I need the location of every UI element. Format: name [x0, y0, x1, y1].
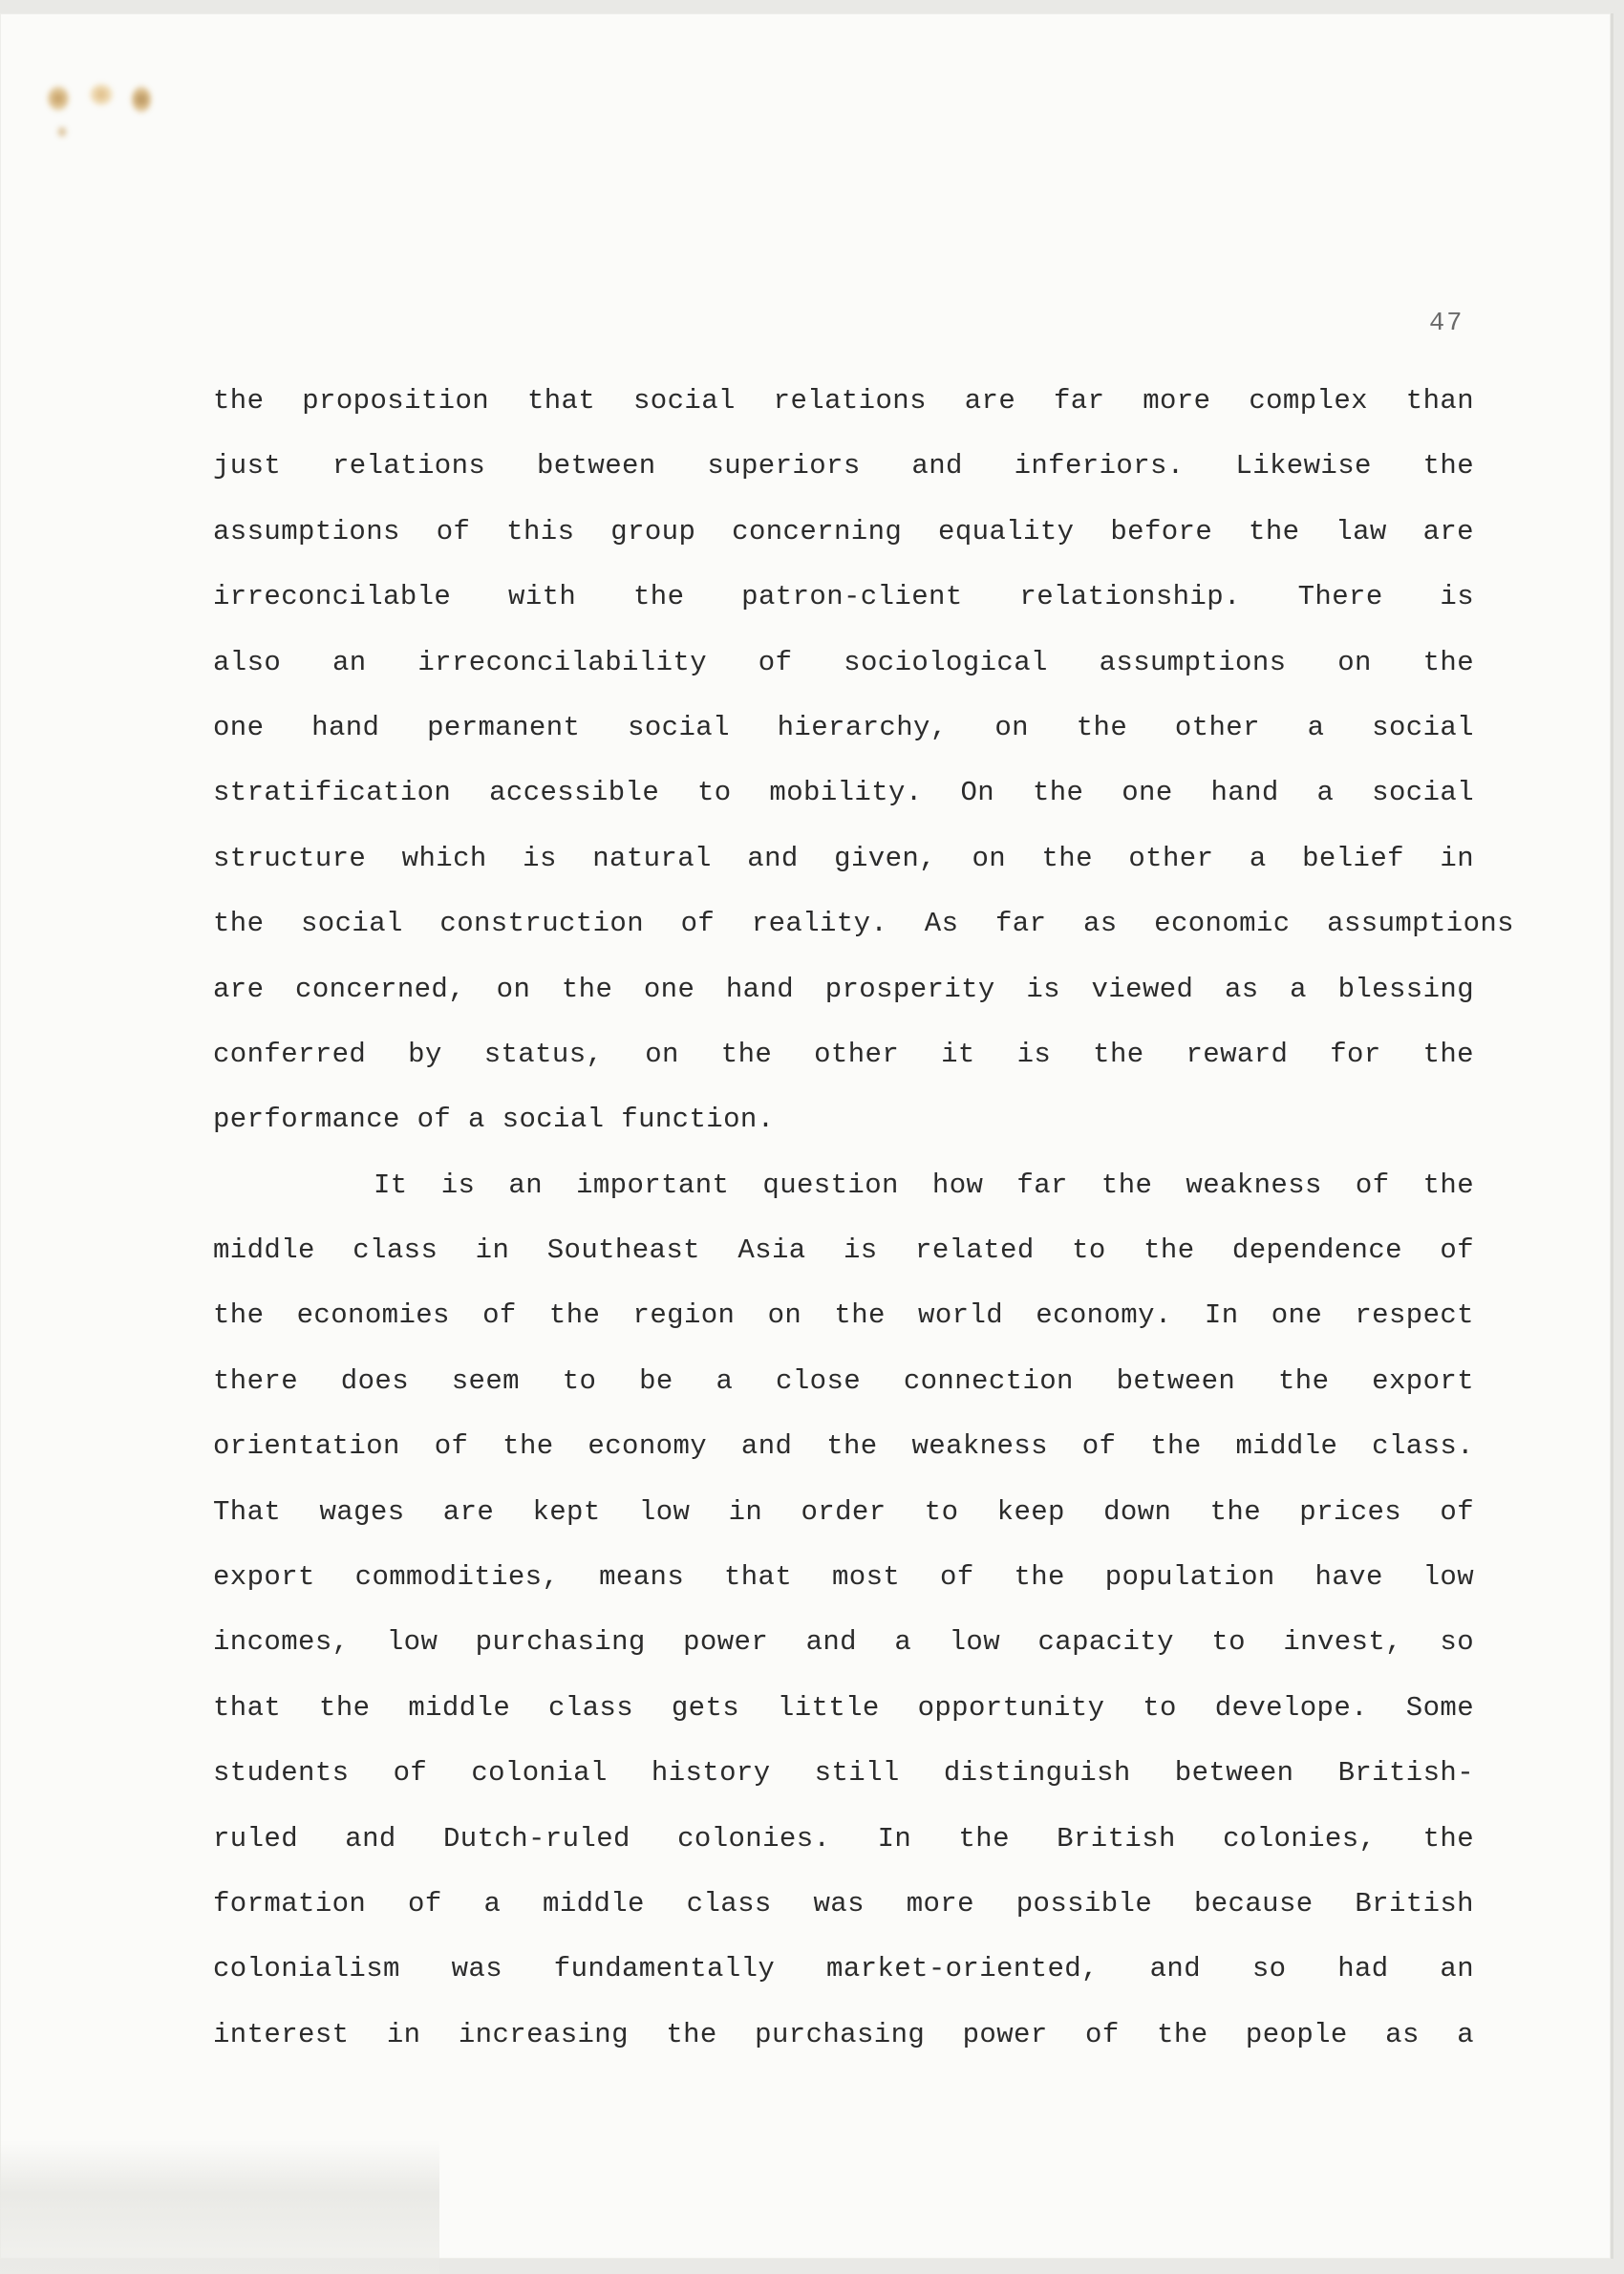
text-line: incomes, low purchasing power and a low capacity to invest, so — [213, 1626, 1474, 1659]
text-line: ruled and Dutch-ruled colonies. In the British colonies, the — [213, 1822, 1474, 1855]
text-line: performance of a social function. — [213, 1104, 775, 1136]
stain-mark-2 — [90, 84, 113, 105]
text-line: middle class in Southeast Asia is related to the dependence of — [213, 1234, 1474, 1267]
stain-mark-3 — [132, 86, 151, 113]
stain-mark-4 — [57, 126, 67, 138]
text-line: orientation of the economy and the weakness of the middle class. — [213, 1430, 1474, 1463]
text-line: structure which is natural and given, on the other a belief in — [213, 842, 1474, 874]
document-page — [0, 13, 1613, 2259]
text-line: there does seem to be a close connection between the export — [213, 1364, 1474, 1397]
text-line-indented: It is an important question how far the weakness of the — [374, 1169, 1474, 1201]
page-bottom-shade — [0, 2140, 439, 2274]
text-line: also an irreconcilability of sociological assumptions on the — [213, 646, 1474, 678]
text-line: just relations between superiors and inferiors. Likewise the — [213, 450, 1474, 483]
text-line: conferred by status, on the other it is the reward for the — [213, 1038, 1474, 1070]
text-line: the proposition that social relations are far more complex than — [213, 385, 1474, 417]
text-line: one hand permanent social hierarchy, on the other a social — [213, 711, 1474, 743]
text-line: the economies of the region on the world economy. In one respect — [213, 1299, 1474, 1332]
text-line: export commodities, means that most of the population have low — [213, 1561, 1474, 1594]
body-text — [213, 369, 1514, 2068]
text-line: colonialism was fundamentally market-oriented, and so had an — [213, 1953, 1474, 1985]
text-line: assumptions of this group concerning equality before the law are — [213, 515, 1474, 547]
text-line: That wages are kept low in order to keep down the prices of — [213, 1495, 1474, 1528]
text-line: formation of a middle class was more possible because British — [213, 1887, 1474, 1920]
page-number: 47 — [1429, 310, 1464, 338]
text-line: the social construction of reality. As far as economic assumptions — [213, 908, 1514, 940]
text-line: are concerned, on the one hand prosperity is viewed as a blessing — [213, 973, 1474, 1005]
stain-mark-1 — [48, 86, 69, 111]
text-line: irreconcilable with the patron-client relationship. There is — [213, 581, 1474, 613]
text-line: that the middle class gets little opportunity to develope. Some — [213, 1691, 1474, 1724]
text-line: interest in increasing the purchasing power of the people as a — [213, 2018, 1474, 2050]
text-line: stratification accessible to mobility. On the one hand a social — [213, 777, 1474, 809]
text-line: students of colonial history still distinguish between British- — [213, 1757, 1474, 1790]
